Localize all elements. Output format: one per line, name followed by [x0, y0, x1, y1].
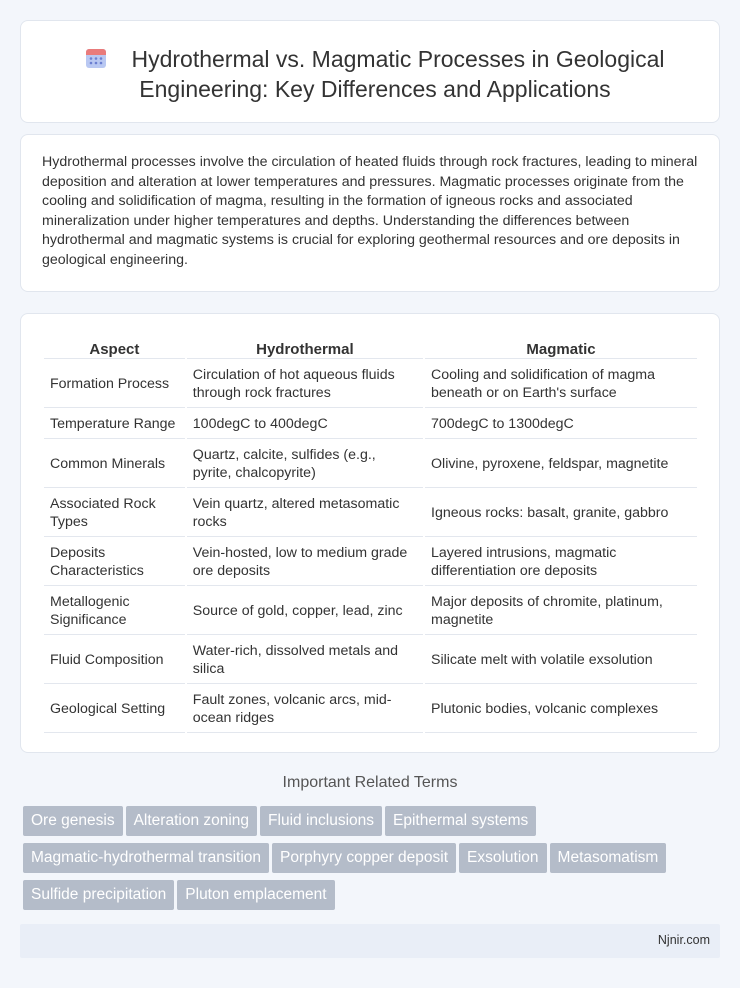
table-cell: Olivine, pyroxene, feldspar, magnetite [425, 441, 697, 488]
footer [20, 924, 720, 958]
table-cell: Igneous rocks: basalt, granite, gabbro [425, 490, 697, 537]
page-title-wrap [61, 44, 689, 104]
table-row [44, 410, 697, 439]
table-cell: Plutonic bodies, volcanic complexes [425, 686, 697, 733]
table-cell: Vein-hosted, low to medium grade ore deposits [187, 539, 423, 586]
comparison-card [20, 313, 720, 753]
table-cell: Common Minerals [44, 441, 185, 488]
page-title: Hydrothermal vs. Magmatic Processes in Geological Engineering: Key Differences and Applications [131, 46, 665, 102]
table-row [44, 490, 697, 537]
table-cell: Deposits Characteristics [44, 539, 185, 586]
related-terms-title: Important Related Terms [282, 774, 458, 791]
footer-site[interactable]: Njnir.com [657, 933, 710, 947]
table-cell: Fluid Composition [44, 637, 185, 684]
table-cell: 700degC to 1300degC [425, 410, 697, 439]
tag-sulfide-precipitation[interactable]: Sulfide precipitation [23, 880, 174, 910]
calendar-icon [85, 47, 107, 69]
table-row [44, 686, 697, 733]
table-cell: Water-rich, dissolved metals and silica [187, 637, 423, 684]
intro-card [20, 134, 720, 292]
tag-pluton-emplacement[interactable]: Pluton emplacement [177, 880, 334, 910]
table-cell: Vein quartz, altered metasomatic rocks [187, 490, 423, 537]
tag-metasomatism[interactable]: Metasomatism [550, 843, 667, 873]
table-row [44, 361, 697, 408]
tag-epithermal-systems[interactable]: Epithermal systems [385, 806, 536, 836]
table-cell: 100degC to 400degC [187, 410, 423, 439]
table-cell: Silicate melt with volatile exsolution [425, 637, 697, 684]
header-magmatic: Magmatic [425, 334, 697, 359]
table-cell: Temperature Range [44, 410, 185, 439]
comparison-table [42, 332, 699, 735]
tag-fluid-inclusions[interactable]: Fluid inclusions [260, 806, 382, 836]
tag-ore-genesis[interactable]: Ore genesis [23, 806, 123, 836]
table-cell: Source of gold, copper, lead, zinc [187, 588, 423, 635]
header-aspect: Aspect [44, 334, 185, 359]
table-cell: Quartz, calcite, sulfides (e.g., pyrite, chalcopyrite) [187, 441, 423, 488]
title-card [20, 20, 720, 123]
intro-paragraph: Hydrothermal processes involve the circulation of heated fluids through rock fractures, leading to mineral deposition and alteration at lower temperatures and pressures. Magmatic processes originate from the cooling and solidification of magma, resulting in the formation of igneous rocks and associated mineralization under higher temperatures and depths. Understanding the differences between hydrothermal and magmatic systems is crucial for exploring geothermal resources and ore deposits in geological engineering. [42, 154, 698, 268]
tag-alteration-zoning[interactable]: Alteration zoning [126, 806, 257, 836]
tag-porphyry-copper-deposit[interactable]: Porphyry copper deposit [272, 843, 456, 873]
table-cell: Major deposits of chromite, platinum, magnetite [425, 588, 697, 635]
table-header-row [44, 334, 697, 359]
tag-row [23, 880, 723, 917]
table-cell: Metallogenic Significance [44, 588, 185, 635]
table-cell: Circulation of hot aqueous fluids through rock fractures [187, 361, 423, 408]
table-row [44, 539, 697, 586]
tag-row [23, 806, 723, 843]
table-cell: Formation Process [44, 361, 185, 408]
table-row [44, 588, 697, 635]
table-cell: Layered intrusions, magmatic differentiation ore deposits [425, 539, 697, 586]
header-hydrothermal: Hydrothermal [187, 334, 423, 359]
related-terms-list [23, 806, 723, 917]
table-row [44, 637, 697, 684]
tag-magmatic-hydrothermal-transition[interactable]: Magmatic-hydrothermal transition [23, 843, 269, 873]
table-cell: Fault zones, volcanic arcs, mid-ocean ridges [187, 686, 423, 733]
tag-row [23, 843, 723, 880]
table-cell: Associated Rock Types [44, 490, 185, 537]
table-cell: Geological Setting [44, 686, 185, 733]
tag-exsolution[interactable]: Exsolution [459, 843, 547, 873]
table-cell: Cooling and solidification of magma beneath or on Earth's surface [425, 361, 697, 408]
table-row [44, 441, 697, 488]
